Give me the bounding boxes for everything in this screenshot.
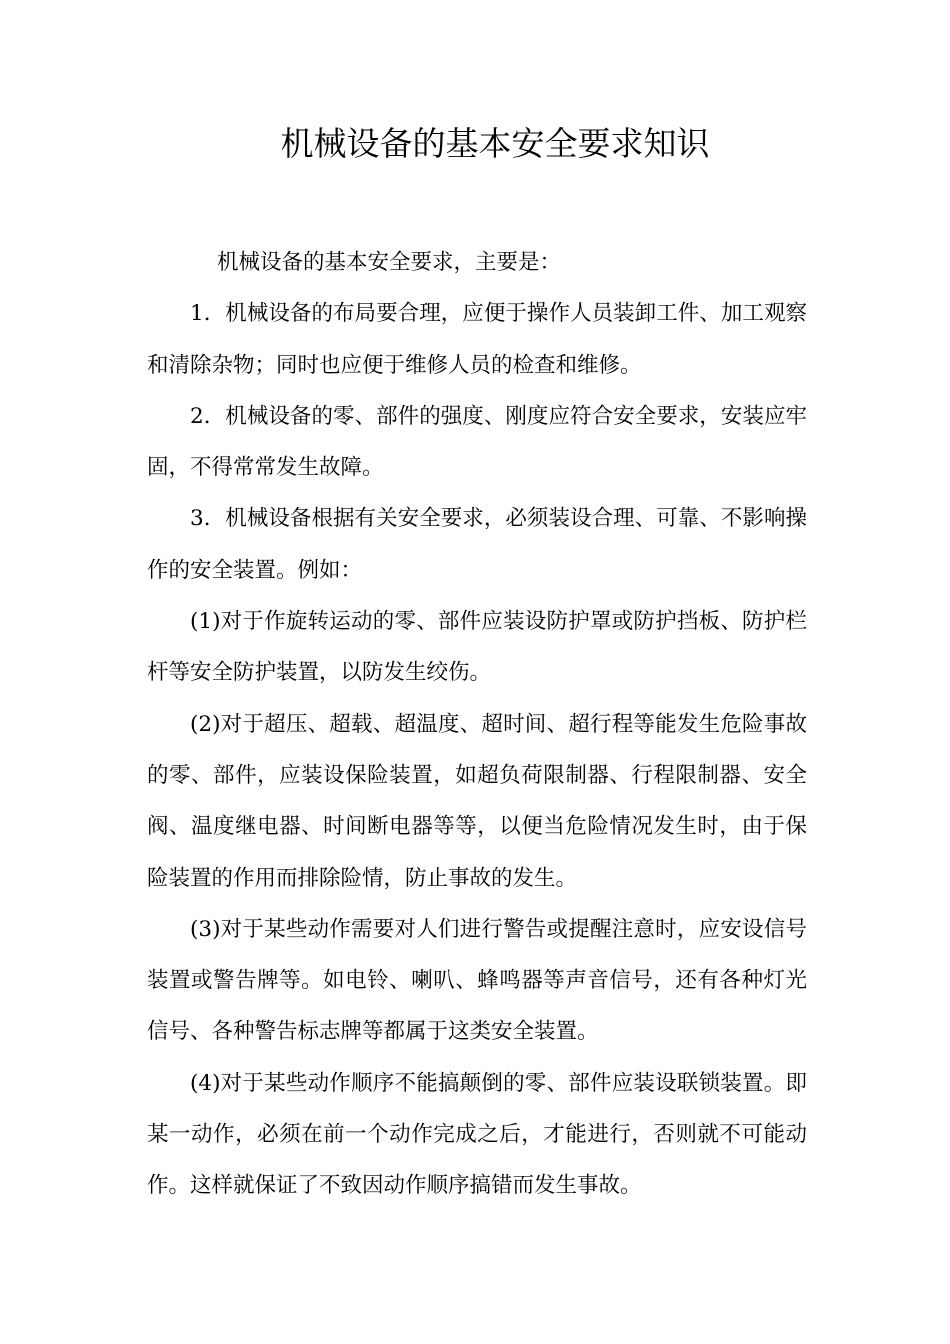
paragraph-item-2: 2．机械设备的零、部件的强度、刚度应符合安全要求，安装应牢固，不得常常发生故障。 (147, 403, 807, 481)
paragraph-subitem-2: (2)对于超压、超载、超温度、超时间、超行程等能发生危险事故的零、部件，应装设保险装置，如超负荷限制器、行程限制器、安全阀、温度继电器、时间断电器等等，以便当危险情况发生时，由于保险装置的作用而排除险情，防止事故的发生。 (147, 711, 807, 891)
paragraph-subitem-1: (1)对于作旋转运动的零、部件应装设防护罩或防护挡板、防护栏杆等安全防护装置，以防发生绞伤。 (147, 609, 807, 686)
intro-paragraph: 机械设备的基本安全要求，主要是： (217, 250, 562, 275)
paragraph-subitem-3: (3)对于某些动作需要对人们进行警告或提醒注意时，应安设信号装置或警告牌等。如电铃、喇叭、蜂鸣器等声音信号，还有各种灯光信号、各种警告标志牌等都属于这类安全装置。 (147, 916, 807, 1045)
paragraph-subitem-4: (4)对于某些动作顺序不能搞颠倒的零、部件应装设联锁装置。即某一动作，必须在前一个动作完成之后，才能进行，否则就不可能动作。这样就保证了不致因动作顺序搞错而发生事故。 (147, 1070, 807, 1199)
document-title: 机械设备的基本安全要求知识 (280, 124, 710, 163)
paragraph-item-3: 3．机械设备根据有关安全要求，必须装设合理、可靠、不影响操作的安全装置。例如： (147, 506, 807, 583)
paragraph-item-1: 1．机械设备的布局要合理，应便于操作人员装卸工件、加工观察和清除杂物；同时也应便于维修人员的检查和维修。 (147, 301, 807, 378)
document-body (147, 237, 807, 1212)
